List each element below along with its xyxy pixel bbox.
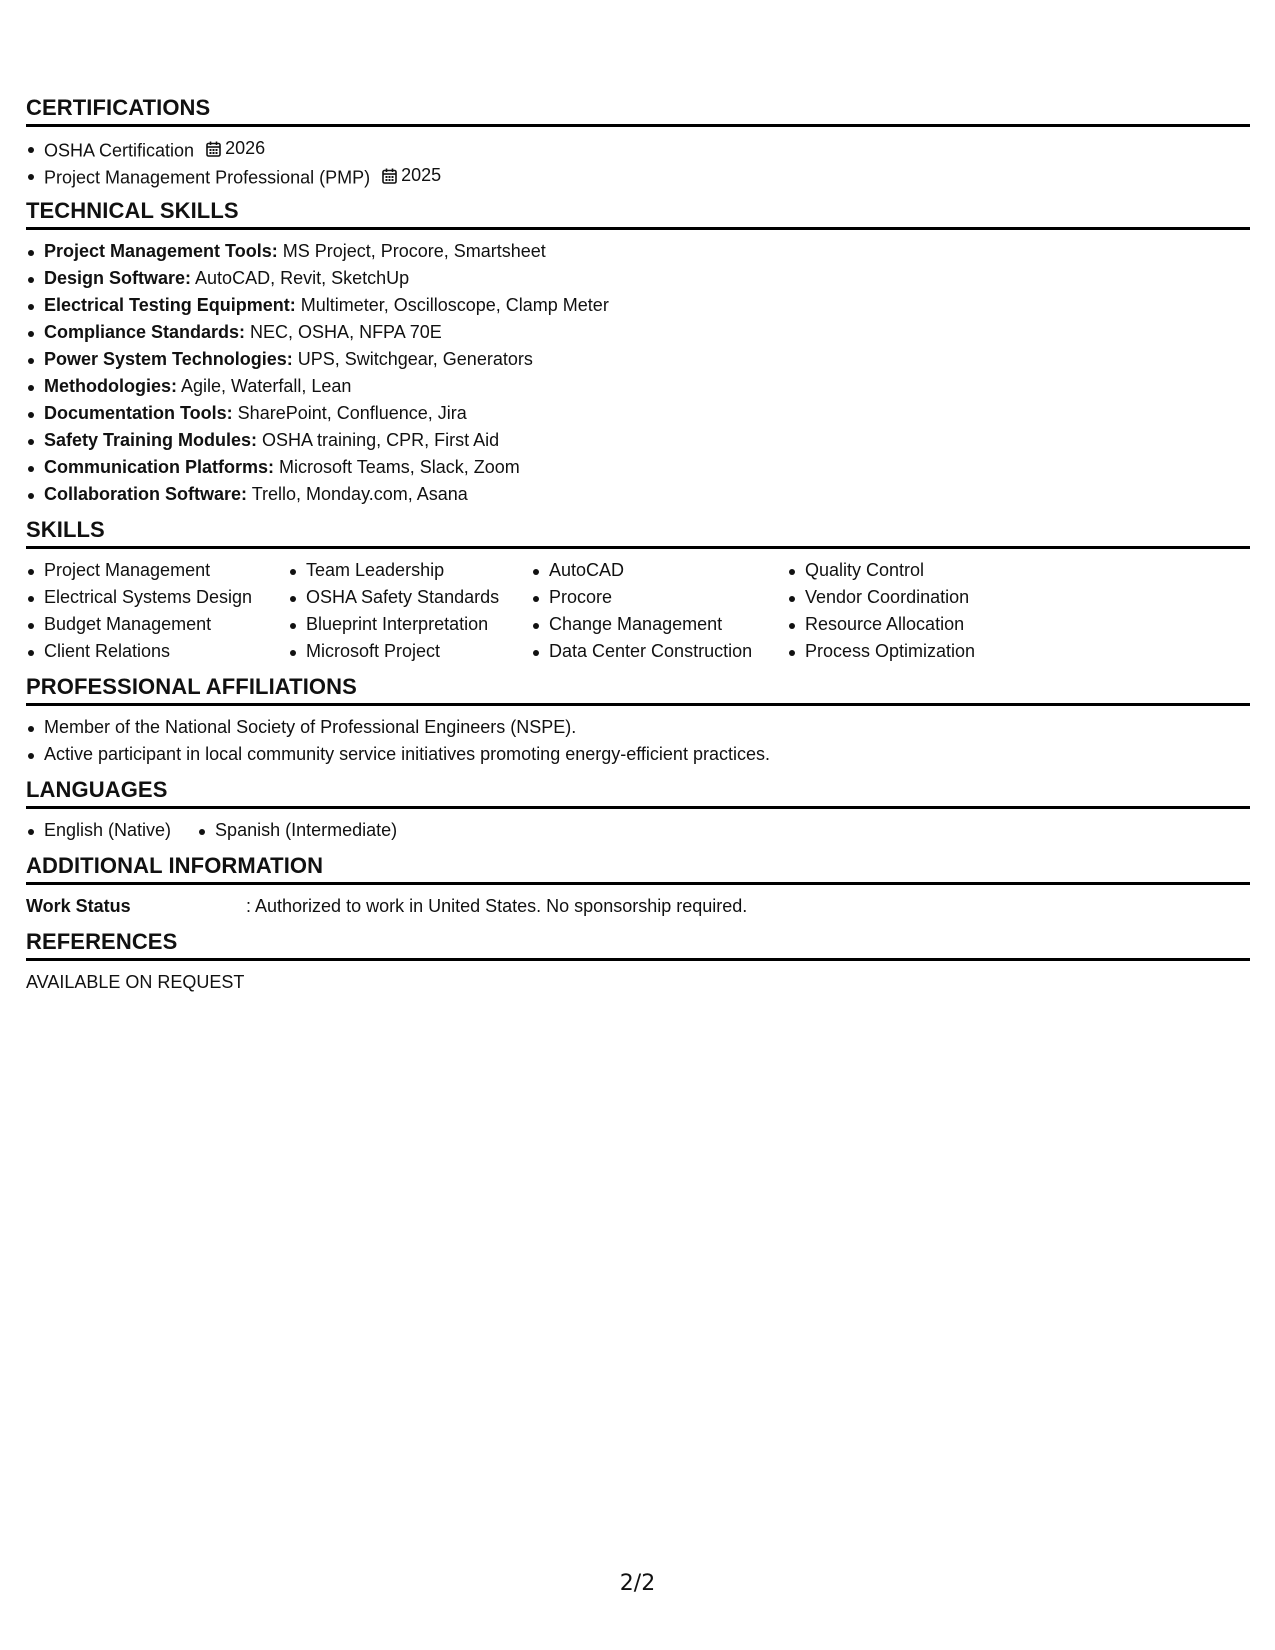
- language-item: Spanish (Intermediate): [197, 817, 397, 844]
- technical-skill-value: NEC, OSHA, NFPA 70E: [245, 322, 442, 342]
- technical-skill-label: Communication Platforms:: [44, 457, 275, 477]
- technical-skill-value: SharePoint, Confluence, Jira: [232, 403, 467, 423]
- certifications-section: [26, 94, 1250, 189]
- technical-skill-value: OSHA training, CPR, First Aid: [257, 430, 500, 450]
- references-heading: REFERENCES: [26, 928, 1250, 961]
- additional-info-section: [26, 852, 1250, 920]
- technical-skill-item: [26, 400, 1250, 427]
- additional-info-heading: ADDITIONAL INFORMATION: [26, 852, 1250, 885]
- technical-skill-label: Design Software:: [44, 268, 192, 288]
- certification-year: 2026: [225, 138, 266, 158]
- technical-skill-value: MS Project, Procore, Smartsheet: [277, 241, 546, 261]
- references-section: [26, 928, 1250, 996]
- skill-item: AutoCAD: [531, 557, 787, 584]
- calendar-icon: [206, 141, 221, 157]
- technical-skills-list: [26, 238, 1250, 508]
- calendar-icon: [382, 168, 397, 184]
- skill-item: OSHA Safety Standards: [288, 584, 531, 611]
- technical-skill-label: Collaboration Software:: [44, 484, 248, 504]
- technical-skill-label: Documentation Tools:: [44, 403, 233, 423]
- certifications-heading: CERTIFICATIONS: [26, 94, 1250, 127]
- technical-skill-value: Multimeter, Oscilloscope, Clamp Meter: [295, 295, 609, 315]
- skill-item: Procore: [531, 584, 787, 611]
- technical-skill-item: [26, 238, 1250, 265]
- technical-skill-item: [26, 481, 1250, 508]
- skills-grid: [26, 557, 1250, 665]
- skill-item: Electrical Systems Design: [26, 584, 288, 611]
- technical-skill-item: [26, 373, 1250, 400]
- skill-item: Vendor Coordination: [787, 584, 1047, 611]
- technical-skill-value: Trello, Monday.com, Asana: [247, 484, 468, 504]
- affiliation-item: Active participant in local community service initiatives promoting energy-efficient practices.: [26, 741, 1250, 768]
- technical-skill-label: Safety Training Modules:: [44, 430, 258, 450]
- skills-heading: SKILLS: [26, 516, 1250, 549]
- work-status-value: : Authorized to work in United States. No sponsorship required.: [246, 896, 748, 916]
- skills-column: [288, 557, 531, 665]
- work-status-row: [26, 893, 1250, 920]
- technical-skill-item: [26, 292, 1250, 319]
- technical-skill-value: UPS, Switchgear, Generators: [292, 349, 533, 369]
- skill-item: Data Center Construction: [531, 638, 787, 665]
- technical-skill-label: Project Management Tools:: [44, 241, 278, 261]
- languages-list: [26, 817, 1250, 844]
- technical-skill-item: [26, 346, 1250, 373]
- skill-item: Client Relations: [26, 638, 288, 665]
- certification-name: OSHA Certification: [44, 140, 195, 161]
- page-number: 2/2: [619, 1571, 656, 1596]
- skills-section: [26, 516, 1250, 665]
- languages-section: [26, 776, 1250, 844]
- skill-item: Team Leadership: [288, 557, 531, 584]
- affiliations-section: [26, 673, 1250, 768]
- languages-heading: LANGUAGES: [26, 776, 1250, 809]
- certification-date: [206, 135, 265, 162]
- affiliations-heading: PROFESSIONAL AFFILIATIONS: [26, 673, 1250, 706]
- skill-item: Project Management: [26, 557, 288, 584]
- technical-skill-label: Electrical Testing Equipment:: [44, 295, 296, 315]
- resume-page: [26, 94, 1250, 1004]
- skill-item: Process Optimization: [787, 638, 1047, 665]
- skill-item: Budget Management: [26, 611, 288, 638]
- technical-skill-item: [26, 265, 1250, 292]
- skill-item: Quality Control: [787, 557, 1047, 584]
- certification-date: [382, 162, 441, 189]
- technical-skill-label: Methodologies:: [44, 376, 177, 396]
- skill-item: Resource Allocation: [787, 611, 1047, 638]
- technical-skill-label: Compliance Standards:: [44, 322, 246, 342]
- technical-skill-item: [26, 319, 1250, 346]
- technical-skill-value: AutoCAD, Revit, SketchUp: [191, 268, 410, 288]
- affiliations-list: [26, 714, 1250, 768]
- skill-item: Microsoft Project: [288, 638, 531, 665]
- references-text: AVAILABLE ON REQUEST: [26, 972, 245, 992]
- skill-item: Change Management: [531, 611, 787, 638]
- technical-skill-label: Power System Technologies:: [44, 349, 293, 369]
- certifications-list: [26, 135, 1250, 189]
- technical-skill-value: Agile, Waterfall, Lean: [177, 376, 352, 396]
- certification-name: Project Management Professional (PMP): [44, 167, 371, 188]
- certification-year: 2025: [401, 165, 442, 185]
- technical-skill-item: [26, 427, 1250, 454]
- language-item: English (Native): [26, 817, 171, 844]
- work-status-label: Work Status: [26, 896, 131, 916]
- technical-skills-section: [26, 197, 1250, 508]
- skills-column: [531, 557, 787, 665]
- skills-column: [787, 557, 1047, 665]
- certification-item: [26, 135, 1250, 162]
- certification-item: [26, 162, 1250, 189]
- technical-skill-item: [26, 454, 1250, 481]
- technical-skills-heading: TECHNICAL SKILLS: [26, 197, 1250, 230]
- skill-item: Blueprint Interpretation: [288, 611, 531, 638]
- affiliation-item: Member of the National Society of Professional Engineers (NSPE).: [26, 714, 1250, 741]
- technical-skill-value: Microsoft Teams, Slack, Zoom: [274, 457, 520, 477]
- skills-column: [26, 557, 288, 665]
